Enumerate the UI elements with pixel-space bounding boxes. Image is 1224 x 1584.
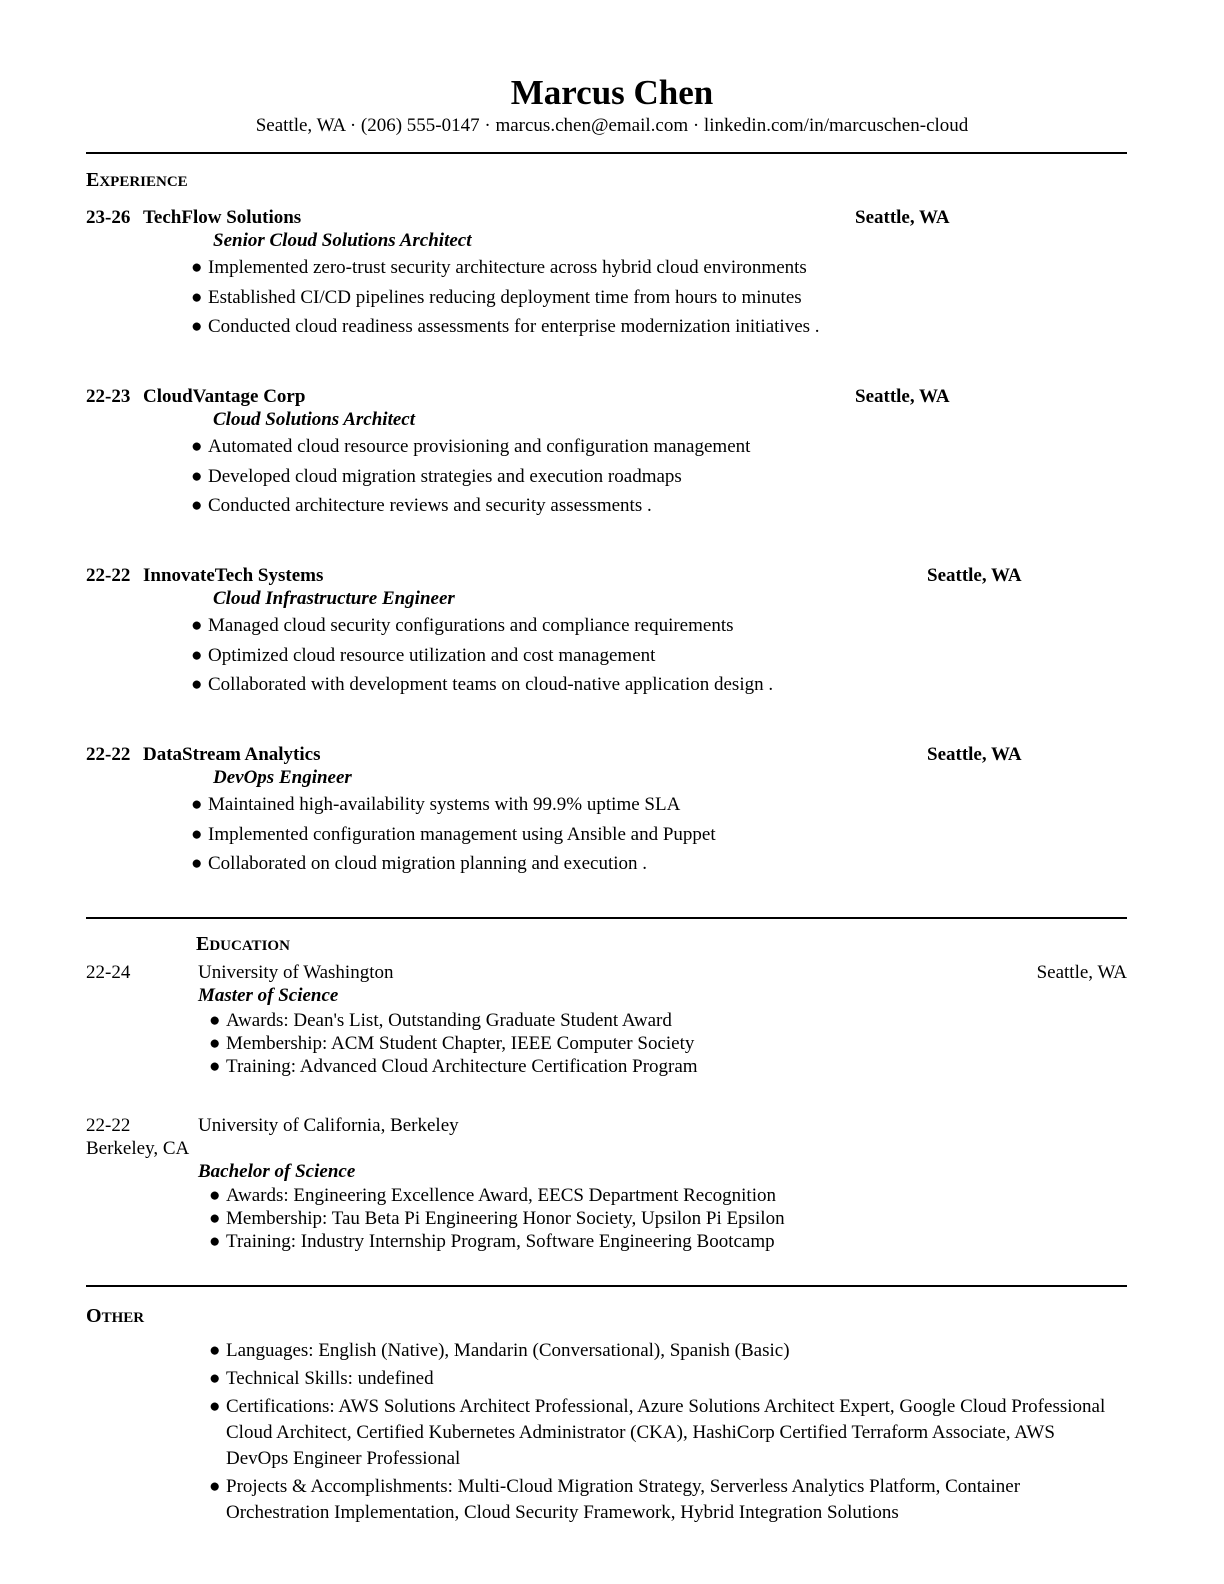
job-company: CloudVantage Corp [143,386,306,407]
job-company: DataStream Analytics [143,744,321,765]
list-item: ● Languages: English (Native), Mandarin (Conversational), Spanish (Basic) [209,1340,790,1361]
job-title: Cloud Infrastructure Engineer [213,588,455,609]
candidate-name: Marcus Chen [510,73,714,112]
contact-line: Seattle, WA · (206) 555-0147 · marcus.chen@email.com · linkedin.com/in/marcuschen-cloud [255,115,969,136]
divider [86,1285,1127,1287]
education-degree: Bachelor of Science [198,1161,356,1182]
education-degree: Master of Science [198,985,339,1006]
experience-heading: EXPERIENCE [86,169,188,191]
job-dates: 22-22 [86,744,131,765]
job-title: Senior Cloud Solutions Architect [213,230,472,251]
education-location: Berkeley, CA [86,1138,190,1159]
list-item: ● Projects & Accomplishments: Multi-Cloud Migration Strategy, Serverless Analytics Platform, Container Orchestration Implementation, Cloud Security Framework, Hybrid Integration Solutions [209,1476,1021,1523]
resume-page: Marcus Chen Seattle, WA · (206) 555-0147 · marcus.chen@email.com · linkedin.com/in/marcuschen-cloud EXPERIENCE 23-26 TechFlow Solutions Seattle, WA Senior Cloud Solutions Architect ● Implemented zero-trust security architecture across hybrid cloud environments ● Established CI/CD pipelines reducing deployment time from hours to minutes ● Conducted cloud readiness assessments for enterprise modernization initiatives . 22-23 CloudVantage Corp Seattle, WA Cloud Solutions Architect ● Automated cloud resource provisioning and configuration management ● Developed cloud migration strategies and execution roadmaps ● Conducted architecture reviews and security assessments . 22-22 InnovateTech Systems Seattle, WA Cloud Infrastructure Engineer ● Managed cloud security configurations and compliance requirements ● Optimized cloud resource utilization and cost management ● Collaborated with development teams on cloud-native application design . 22-22 DataStream Analytics Seattle, WA DevOps Engineer ● Maintained high-availability systems with 99.9% uptime SLA ● Implemented configuration management using Ansible and Puppet ● Collaborated on cloud migration planning and execution . EDUCATION 22-24 University of Washington Seattle, WA Master of Science ● Awards: Dean's List, Outstanding Graduate Student Award ● Membership: ACM Student Chapter, IEEE Computer Society ● Training: Advanced Cloud Architecture Certification Program 22-22 University of California, Berkeley Berkeley, CA Bachelor of Science ● Awards: Engineering Excellence Award, EECS Department Recognition ● Membership: Tau Beta Pi Engineering Honor Society, Upsilon Pi Epsilon ● Training: Industry Internship Program, Software Engineering Bootcamp OTHER ● Languages: English (Native), Mandarin (Conversational), Spanish (Basic) ● Technical Skills: undefined ● Certifications: AWS Solutions Architect Professional, Azure Solutions Architect Expert, Google Cloud Professional Cloud Architect, Certified Kubernetes Administrator (CKA), HashiCorp Certified Terraform Associate, AWS DevOps Engineer Professional ● Projects & Accomplishments: Multi-Cloud Migration Strategy, Serverless Analytics Platform, Container Orchestration Implementation, Cloud Security Framework, Hybrid Integration Solutions [0,0,1224,1584]
divider [86,152,1127,154]
job-dates: 22-22 [86,565,131,586]
job-dates: 22-23 [86,386,131,407]
job-company: TechFlow Solutions [143,207,302,228]
education-heading: EDUCATION [196,933,290,955]
education-school: University of Washington [198,962,394,983]
list-item: ● Technical Skills: undefined [209,1368,434,1389]
education-dates: 22-22 [86,1115,131,1136]
job-location: Seattle, WA [927,565,1022,586]
job-company: InnovateTech Systems [143,565,324,586]
other-heading: OTHER [86,1305,145,1327]
job-title: DevOps Engineer [213,767,352,788]
other-list [209,1338,1109,1528]
education-location: Seattle, WA [1036,962,1127,983]
education-school: University of California, Berkeley [198,1115,459,1136]
job-title: Cloud Solutions Architect [213,409,416,430]
divider [86,917,1127,919]
education-dates: 22-24 [86,962,131,983]
job-location: Seattle, WA [855,386,950,407]
job-location: Seattle, WA [927,744,1022,765]
job-location: Seattle, WA [855,207,950,228]
list-item: ● Certifications: AWS Solutions Architect Professional, Azure Solutions Architect Expert, Google Cloud Professional Cloud Architect, Certified Kubernetes Administrator (CKA), HashiCorp Certified Terraform Associate, AWS DevOps Engineer Professional [209,1396,1106,1469]
job-dates: 23-26 [86,207,131,228]
